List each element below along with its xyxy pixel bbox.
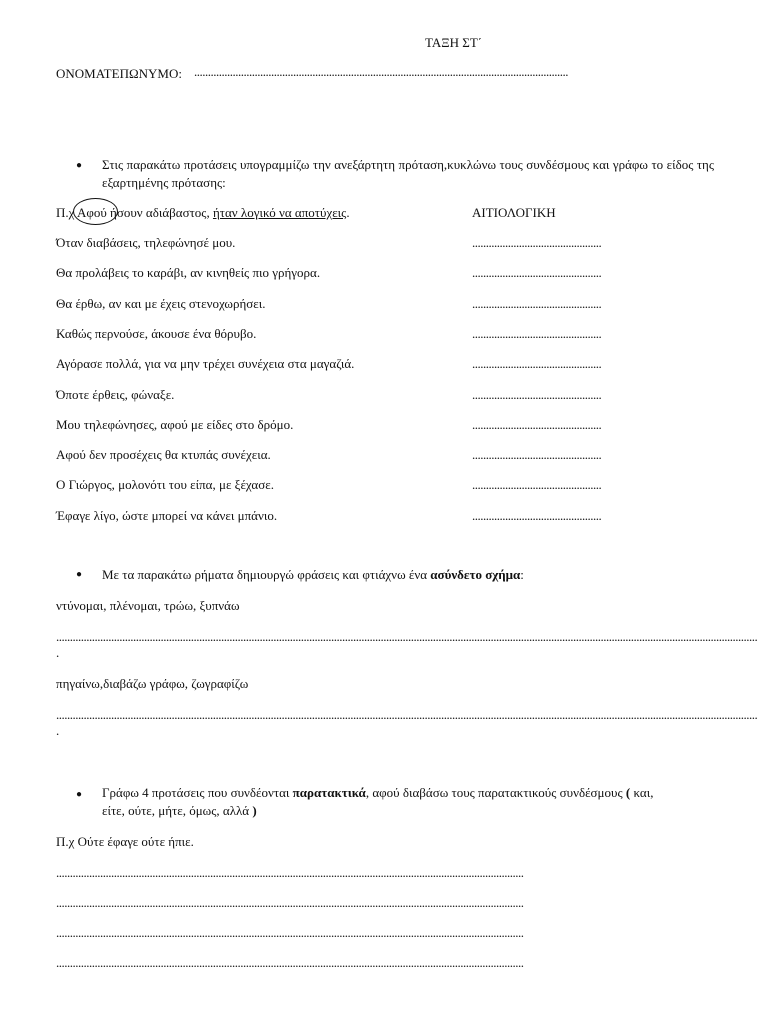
bullet-2: ● (76, 569, 83, 580)
sentence-text: Θα έρθω, αν και με έχεις στενοχωρήσει. (56, 296, 266, 311)
section2-instruction (102, 568, 524, 581)
verb-group-2: πηγαίνω,διαβάζω γράφω, ζωγραφίζω (56, 676, 249, 691)
sentence-answer-blank[interactable]: ............................................... (472, 447, 602, 462)
conjunction-circle (73, 198, 118, 225)
sentence-answer-blank[interactable]: ............................................... (472, 508, 602, 523)
sentence-line-1[interactable]: .......................................................................................................................................................................... (56, 865, 524, 880)
example-independent: ήταν λογικό να αποτύχεις (212, 205, 347, 220)
sentence-text: Όταν διαβάσεις, τηλεφώνησέ μου. (56, 235, 236, 250)
example-answer: ΑΙΤΙΟΛΟΓΙΚΗ (472, 205, 556, 220)
sentence-text: Μου τηλεφώνησες, αφού με είδες στο δρόμο. (56, 417, 294, 432)
sentence-answer-blank[interactable]: ............................................... (472, 235, 602, 250)
answer-line-2[interactable]: ............................................................................................................................................................................................................................................................... (56, 707, 758, 722)
name-label: ΟΝΟΜΑΤΕΠΩΝΥΜΟ: (56, 66, 182, 81)
sentence-text: Καθώς περνούσε, άκουσε ένα θόρυβο. (56, 326, 257, 341)
sentence-text: Αφού δεν προσέχεις θα κτυπάς συνέχεια. (56, 447, 271, 462)
answer-line-1[interactable]: ............................................................................................................................................................................................................................................................... (56, 629, 758, 644)
sentence-text: Θα προλάβεις το καράβι, αν κινηθείς πιο γρήγορα. (56, 265, 321, 280)
section3-paren-close: ) (252, 803, 257, 818)
sentence-text: Αγόρασε πολλά, για να μην τρέχει συνέχεια στα μαγαζιά. (56, 356, 355, 371)
section2-instruction-bold: ασύνδετο σχήμα (430, 567, 521, 582)
sentence-line-3[interactable]: .......................................................................................................................................................................... (56, 925, 524, 940)
sentence-answer-blank[interactable]: ............................................... (472, 265, 602, 280)
sentence-answer-blank[interactable]: ............................................... (472, 477, 602, 492)
answer-line-1-tick: . (56, 645, 60, 660)
sentence-line-2[interactable]: .......................................................................................................................................................................... (56, 895, 524, 910)
bullet-3: ● (76, 789, 83, 800)
example-end: . (346, 205, 350, 220)
sentence-line-4[interactable]: .......................................................................................................................................................................... (56, 955, 524, 970)
section3-conjunction-list: και, είτε, ούτε, μήτε, όμως, αλλά (102, 785, 654, 818)
bullet-1: ● (76, 160, 83, 171)
example-prefix: Π.χ (56, 205, 77, 220)
section2-instruction-suffix: : (520, 567, 524, 582)
section3-instruction-prefix: Γράφω 4 προτάσεις που συνδέονται (102, 785, 293, 800)
section3-instruction-bold: παρατακτικά (292, 785, 366, 800)
sentence-answer-blank[interactable]: ............................................... (472, 356, 602, 371)
sentence-text: Ο Γιώργος, μολονότι του είπα, με ξέχασε. (56, 477, 274, 492)
sentence-answer-blank[interactable]: ............................................... (472, 326, 602, 341)
section3-paren-open: ( (625, 785, 631, 800)
section3-instruction (102, 784, 662, 820)
sentence-answer-blank[interactable]: ............................................... (472, 417, 602, 432)
section3-instruction-middle: , αφού διαβάσω τους παρατακτικούς συνδέσμους (365, 785, 626, 800)
sentence-text: Έφαγε λίγο, ώστε μπορεί να κάνει μπάνιο. (56, 508, 278, 523)
name-blank[interactable]: ........................................................................................................................................ (194, 64, 568, 79)
sentence-answer-blank[interactable]: ............................................... (472, 387, 602, 402)
sentence-text: Όποτε έρθεις, φώναξε. (56, 387, 175, 402)
sentence-answer-blank[interactable]: ............................................... (472, 296, 602, 311)
section1-instruction: Στις παρακάτω προτάσεις υπογραμμίζω την ανεξάρτητη πρόταση,κυκλώνω τους συνδέσμους και γράφω το είδος της εξαρτημένης πρότασης: (102, 157, 714, 190)
class-label: ΤΑΞΗ ΣΤ΄ (425, 35, 483, 50)
example-dependent: ήσουν αδιάβαστος, (106, 205, 213, 220)
example-conjunction: Αφού (76, 205, 107, 220)
section2-instruction-prefix: Με τα παρακάτω ρήματα δημιουργώ φράσεις και φτιάχνω ένα (102, 567, 431, 582)
verb-group-1: ντύνομαι, πλένομαι, τρώω, ξυπνάω (56, 598, 240, 613)
answer-line-2-tick: . (56, 723, 60, 738)
section3-example: Π.χ Ούτε έφαγε ούτε ήπιε. (56, 834, 194, 849)
